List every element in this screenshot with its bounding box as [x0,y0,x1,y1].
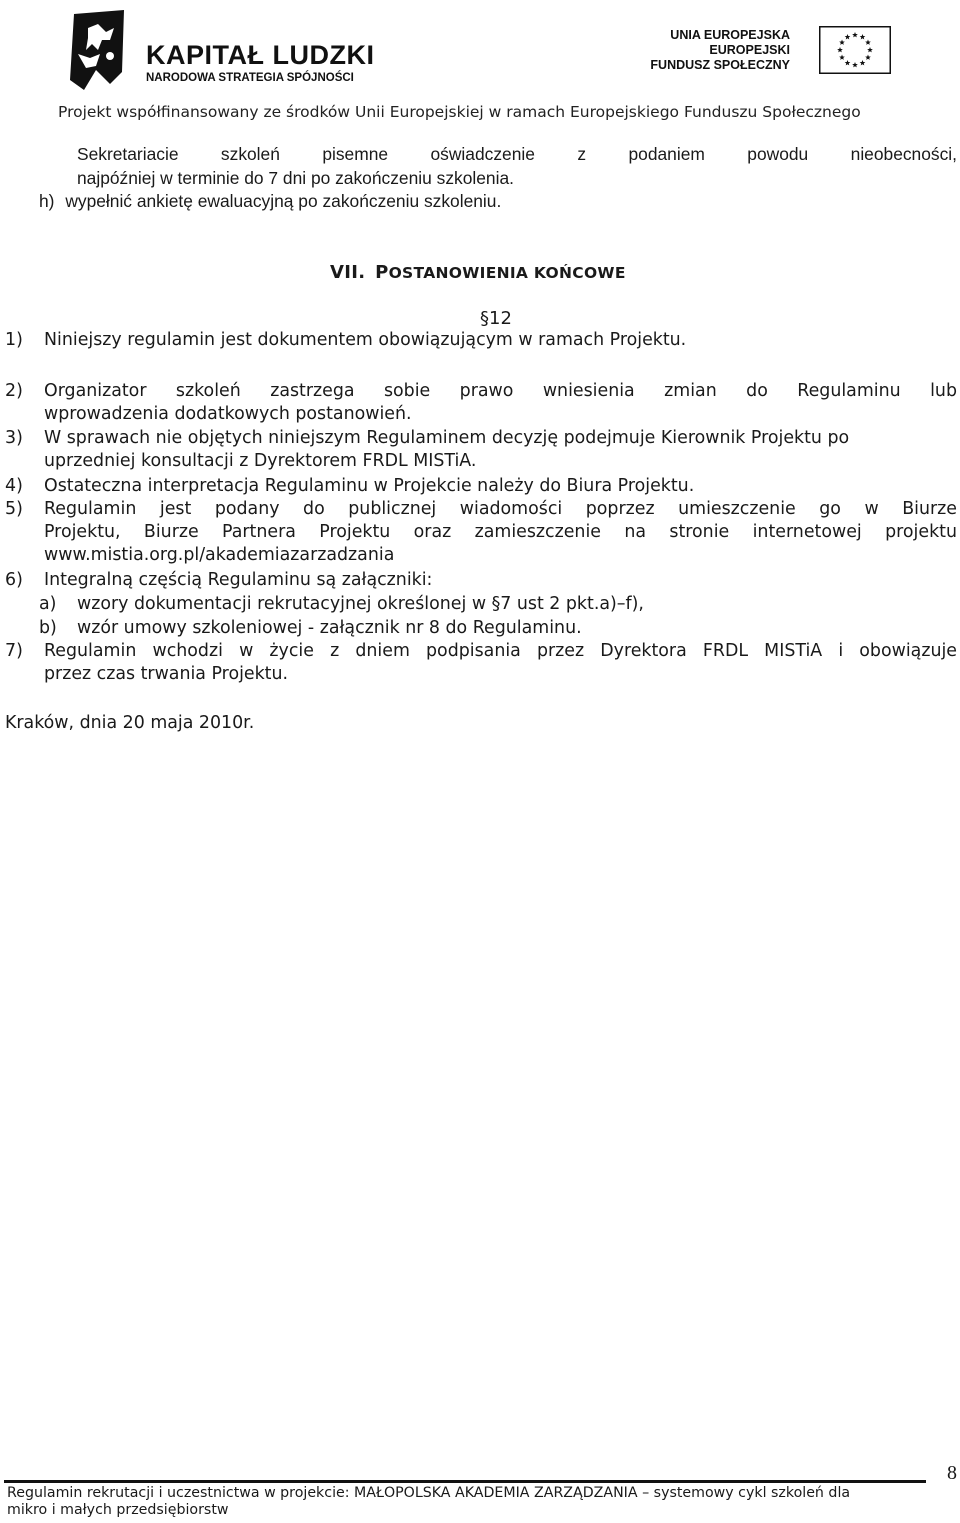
list-item-text-line-2: wprowadzenia dodatkowych postanowień. [44,404,412,424]
list-item-7 [5,640,957,686]
list-item-number: 2) [5,381,23,401]
continuation-line-1: Sekretariacie szkoleń pisemne oświadczenie z podaniem powodu nieobecności, [77,144,957,164]
list-item-number: 6) [5,570,23,590]
sub-item-b [39,617,939,640]
list-item-text-line-1: Regulamin jest podany do publicznej wiadomości poprzez umieszczenie go w Biurze [44,499,957,519]
sub-item-text: wzór umowy szkoleniowej - załącznik nr 8 do Regulaminu. [77,618,582,638]
list-item-6 [5,569,957,592]
sub-item-number: a) [39,594,57,614]
kapital-ludzki-logo [66,10,375,95]
footer-line-1: Regulamin rekrutacji i uczestnictwa w projekcie: MAŁOPOLSKA AKADEMIA ZARZĄDZANIA – systemowy cykl szkoleń dla [7,1485,851,1501]
footer-divider [4,1480,926,1483]
list-item-number: 5) [5,499,23,519]
list-item-4 [5,475,957,498]
list-item-text-line-2: przez czas trwania Projektu. [44,664,289,684]
list-item-text-line-1: Regulamin wchodzi w życie z dniem podpisania przez Dyrektora FRDL MISTiA i obowiązuje [44,641,957,661]
page-number: 8 [947,1462,957,1484]
list-item-5 [5,498,957,567]
section-title [330,262,626,283]
paragraph-sign: §12 [480,308,512,329]
list-item-text-line-1: Organizator szkoleń zastrzega sobie prawo wniesienia zmian do Regulaminu lub [44,381,957,401]
sub-item-text: wzory dokumentacji rekrutacyjnej określonej w §7 ust 2 pkt.a)–f), [77,594,644,614]
list-item-text: Ostateczna interpretacja Regulaminu w Projekcie należy do Biura Projektu. [44,476,695,496]
list-item-number: 4) [5,476,23,496]
eu-line-3: FUNDUSZ SPOŁECZNY [650,58,790,72]
sub-item-a [39,593,939,616]
list-item-number: 1) [5,330,23,350]
kapital-ludzki-subtitle: NARODOWA STRATEGIA SPÓJNOŚCI [146,72,354,84]
list-item-1 [5,329,957,352]
footer-line-2: mikro i małych przedsiębiorstw [7,1502,229,1518]
list-item-text-line-1: W sprawach nie objętych niniejszym Regulaminem decyzję podejmuje Kierownik Projektu po [44,428,850,448]
section-title-rest: OSTANOWIENIA KOŃCOWE [388,264,626,282]
eu-line-1: UNIA EUROPEJSKA [670,28,790,42]
list-item-2 [5,380,957,426]
item-h-number: h) [39,191,55,211]
eu-flag-icon [819,26,891,74]
list-item-text-line-2: uprzedniej konsultacji z Dyrektorem FRDL MISTiA. [44,451,477,471]
eu-logo [650,26,895,86]
sub-item-number: b) [39,618,57,638]
kapital-ludzki-title: KAPITAŁ LUDZKI [146,40,375,70]
item-h [39,190,501,213]
section-roman: VII. [330,262,366,283]
list-item-text-line-3: www.mistia.org.pl/akademiazarzadzania [44,545,395,565]
item-h-text: wypełnić ankietę ewaluacyjną po zakończeniu szkoleniu. [65,191,502,211]
section-title-first-letter: P [375,262,389,283]
list-item-number: 7) [5,641,23,661]
list-item-number: 3) [5,428,23,448]
kapital-ludzki-emblem-icon [66,10,136,95]
eu-line-2: EUROPEJSKI [709,43,790,57]
cofinancing-note: Projekt współfinansowany ze środków Unii Europejskiej w ramach Europejskiego Funduszu Społecznego [58,103,861,121]
list-item-3 [5,427,957,473]
list-item-text: Niniejszy regulamin jest dokumentem obowiązującym w ramach Projektu. [44,330,687,350]
place-and-date: Kraków, dnia 20 maja 2010r. [5,713,255,733]
footer-text [7,1485,955,1519]
list-item-text-line-2: Projektu, Biurze Partnera Projektu oraz zamieszczenie na stronie internetowej projektu [44,522,957,542]
list-item-text: Integralną częścią Regulaminu są załączniki: [44,570,433,590]
continuation-line-2: najpóźniej w terminie do 7 dni po zakończeniu szkolenia. [77,168,514,188]
